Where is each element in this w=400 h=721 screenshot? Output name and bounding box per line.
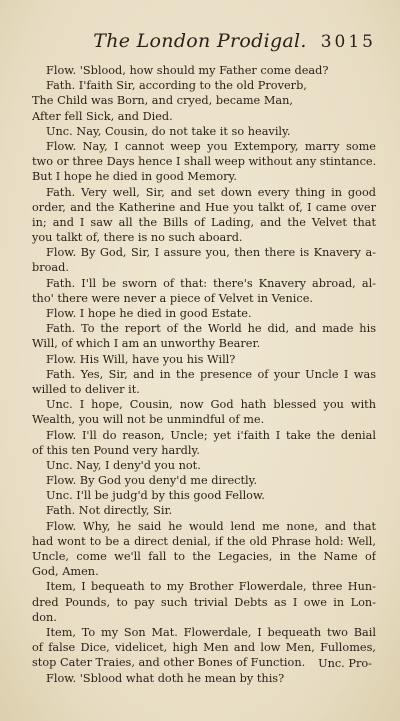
text-line: of this ten Pound very hardly. [32, 443, 200, 457]
text-line: Flow. I'll do reason, Uncle; yet i'faith I take the denial [46, 428, 376, 442]
text-line: tho' there were never a piece of Velvet in Venice. [32, 291, 313, 305]
text-line: Flow. 'Sblood, how should my Father come dead? [46, 64, 329, 77]
text-line: Flow. By God, Sir, I assure you, then there is Knavery a- [46, 246, 376, 260]
text-line: order, and the Katherine and Hue you talkt of, I came over [32, 200, 376, 214]
text-line: dred Pounds, to pay such trivial Debts as I owe in Lon- [32, 595, 376, 609]
text-line: God, Amen. [32, 565, 99, 579]
text-line: Unc. I'll be judg'd by this good Fellow. [46, 489, 265, 503]
text-line: Flow. Nay, I cannot weep you Extempory, marry some [46, 139, 376, 153]
text-line: Unc. Nay, Cousin, do not take it so heavily. [46, 124, 291, 138]
text-line: broad. [32, 261, 69, 275]
page-number: 3015 [320, 32, 376, 52]
text-line: willed to deliver it. [32, 382, 140, 396]
text-line: stop Cater Traies, and other Bones of Function. [32, 656, 306, 670]
text-line: Fath. Yes, Sir, and in the presence of your Uncle I was [46, 367, 376, 381]
text-line: two or three Days hence I shall weep without any stintance. [32, 155, 376, 169]
text-line: Fath. Very well, Sir, and set down every thing in good [46, 185, 376, 199]
text-line: After fell Sick, and Died. [32, 109, 173, 123]
text-line: had wont to be a direct denial, if the old Phrase hold: Well, [32, 534, 376, 548]
text-line: you talkt of, there is no such aboard. [32, 231, 243, 245]
text-line: don. [32, 610, 57, 624]
text-line: Flow. 'Sblood what doth he mean by this? [46, 671, 285, 685]
text-line: Flow. Why, he said he would lend me none, and that [46, 519, 376, 533]
text-line: Fath. I'll be sworn of that: there's Knavery abroad, al- [46, 276, 376, 290]
text-line: The Child was Born, and cryed, became Man, [32, 94, 293, 108]
text-line: Fath. I'faith Sir, according to the old Proverb, [46, 79, 307, 93]
text-line: Fath. Not directly, Sir. [46, 504, 173, 518]
text-line: Unc. Nay, I deny'd you not. [46, 458, 201, 472]
text-line: Flow. His Will, have you his Will? [46, 352, 236, 366]
text-line: Will, of which I am an unworthy Bearer. [32, 337, 261, 351]
text-line: Item, I bequeath to my Brother Flowerdale, three Hun- [46, 580, 376, 594]
text-line: Fath. To the report of the World he did, and made his [46, 322, 376, 336]
body-text [32, 63, 376, 686]
catchword: Unc. Pro- [318, 657, 372, 670]
text-line: Uncle, come we'll fall to the Legacies, in the Name of [32, 550, 376, 563]
text-line: Unc. I hope, Cousin, now God hath blessed you with [46, 398, 376, 412]
text-line: in; and I saw all the Bills of Lading, and the Velvet that [32, 215, 376, 229]
running-title: The London Prodigal. [93, 30, 307, 52]
text-line: Wealth, you will not be unmindful of me. [32, 413, 265, 427]
text-line: Flow. I hope he died in good Estate. [46, 307, 252, 320]
page-header [0, 30, 400, 56]
text-line: Flow. By God you deny'd me directly. [46, 474, 258, 488]
text-line: of false Dice, videlicet, high Men and low Men, Fullomes, [32, 641, 376, 655]
text-line: But I hope he died in good Memory. [32, 170, 238, 184]
text-line: Item, To my Son Mat. Flowerdale, I bequeath two Bail [46, 625, 376, 639]
